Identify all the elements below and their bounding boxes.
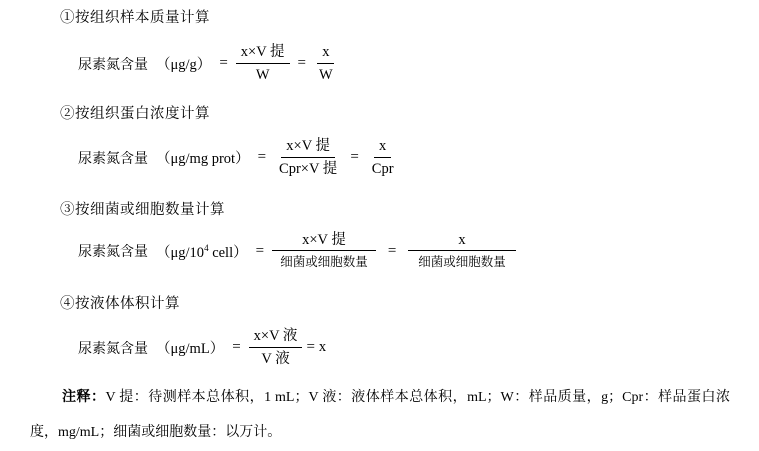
formula-1-fraction-2-denominator: W [319, 67, 333, 83]
formula-4-equals-2: = [306, 339, 315, 355]
formula-3-equals-2: = [387, 242, 397, 259]
formula-1-equals-2: = [297, 55, 307, 71]
formula-4-lhs: 尿素氮含量 [78, 340, 148, 357]
formula-1-fraction-1-numerator: x×V 提 [236, 42, 290, 64]
section-3-heading: ③按细菌或细胞数量计算 [60, 202, 225, 218]
formula-2-fraction-2-numerator: x [374, 136, 391, 158]
formula-2-fraction-2-denominator: Cpr [371, 161, 394, 177]
section-1-heading: ①按组织样本质量计算 [60, 10, 210, 26]
formula-4-result: x [318, 339, 327, 355]
formula-1-fraction-2 [314, 42, 338, 85]
formula-1-fraction-1-denominator: W [255, 67, 270, 83]
formula-1-equals-1: = [219, 55, 228, 71]
formula-2-fraction-1 [274, 136, 342, 179]
formula-3-fraction-2-denominator: 细菌或细胞数量 [418, 254, 506, 269]
formula-2-fraction-1-denominator: Cpr×V 提 [279, 161, 338, 177]
formula-3-fraction-1-denominator: 细菌或细胞数量 [280, 254, 368, 269]
formula-3-unit-prefix: （μg/10 [156, 244, 205, 261]
footnote [30, 380, 730, 450]
formula-2-fraction-2 [367, 136, 399, 179]
footnote-text: V 提：待测样本总体积，1 mL；V 液：液体样本总体积，mL；W：样品质量，g；Cpr：样品蛋白浓度，mg/mL；细菌或细胞数量：以万计。 [30, 390, 730, 440]
formula-4 [78, 326, 326, 369]
formula-3-fraction-2 [408, 230, 515, 272]
section-2-heading: ②按组织蛋白浓度计算 [60, 106, 210, 122]
formula-3 [78, 230, 516, 272]
formula-4-equals-1: = [232, 339, 241, 355]
formula-2-fraction-1-numerator: x×V 提 [281, 136, 335, 158]
formula-1-fraction-2-numerator: x [317, 42, 334, 64]
formula-3-unit [156, 241, 248, 262]
section-4-heading: ④按液体体积计算 [60, 296, 180, 312]
formula-2 [78, 136, 399, 179]
formula-4-fraction-1 [249, 326, 303, 369]
footnote-label: 注释： [62, 389, 106, 405]
formula-2-lhs: 尿素氮含量 [78, 150, 148, 167]
formula-3-unit-exponent: 4 [204, 242, 209, 253]
formula-4-fraction-1-denominator: V 液 [261, 351, 290, 367]
formula-3-fraction-2-numerator: x [408, 230, 515, 251]
formula-2-equals-1: = [257, 149, 267, 165]
formula-4-fraction-1-numerator: x×V 液 [249, 326, 303, 348]
formula-3-equals-1: = [255, 242, 265, 259]
formula-3-fraction-1 [272, 230, 376, 272]
formula-3-fraction-1-numerator: x×V 提 [272, 230, 376, 251]
formula-1-lhs: 尿素氮含量 [78, 56, 148, 73]
formula-2-unit: （μg/mg prot） [156, 151, 250, 167]
formula-2-equals-2: = [350, 149, 359, 165]
formula-3-unit-suffix: cell） [208, 244, 248, 261]
formula-4-unit: （μg/mL） [156, 341, 225, 357]
formula-1-unit: （μg/g） [156, 57, 212, 73]
formula-1-fraction-1 [236, 42, 290, 85]
formula-1 [78, 42, 338, 85]
formula-3-lhs: 尿素氮含量 [78, 244, 148, 260]
